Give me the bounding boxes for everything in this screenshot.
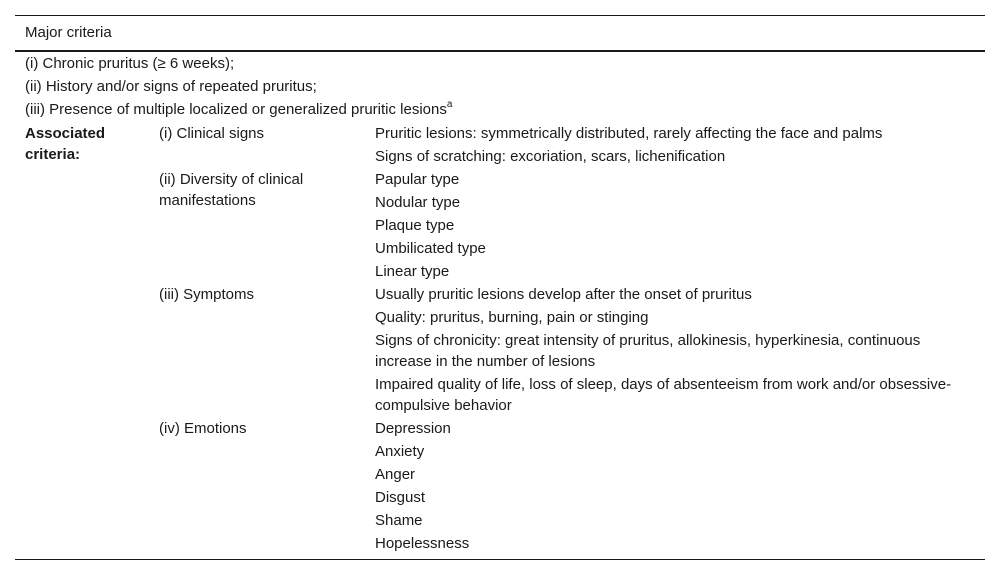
group-items <box>375 167 975 282</box>
criteria-table <box>15 15 985 560</box>
list-item: Plaque type <box>375 217 455 234</box>
list-item: Depression <box>375 420 451 437</box>
list-item: Quality: pruritus, burning, pain or stinging <box>375 309 649 326</box>
list-item: Anxiety <box>375 443 425 460</box>
list-item: Pruritic lesions: symmetrically distributed, rarely affecting the face and palms <box>375 125 883 142</box>
list-item: Umbilicated type <box>375 240 486 257</box>
list-item: Papular type <box>375 171 460 188</box>
major-criterion-text: (ii) History and/or signs of repeated pruritus; <box>25 78 317 95</box>
list-item: Nodular type <box>375 194 461 211</box>
major-criterion <box>25 52 975 75</box>
criteria-group <box>159 121 975 167</box>
associated-criteria-section <box>15 121 985 554</box>
footnote-marker: a <box>446 99 453 110</box>
group-name: (iii) Symptoms <box>159 286 255 303</box>
list-item: Linear type <box>375 263 450 280</box>
major-criterion-text: (i) Chronic pruritus (≥ 6 weeks); <box>25 55 235 72</box>
group-items <box>375 416 975 554</box>
list-item: Shame <box>375 512 423 529</box>
group-name: (iv) Emotions <box>159 420 247 437</box>
list-item: Usually pruritic lesions develop after the onset of pruritus <box>375 286 752 303</box>
criteria-group <box>159 416 975 554</box>
list-item: Hopelessness <box>375 535 470 552</box>
group-name: (ii) Diversity of clinical manifestations <box>159 171 304 209</box>
group-name: (i) Clinical signs <box>159 125 265 142</box>
table-header: Major criteria <box>25 24 112 41</box>
group-items <box>375 282 975 416</box>
criteria-group <box>159 167 975 282</box>
criteria-group <box>159 282 975 416</box>
list-item: Signs of scratching: excoriation, scars, lichenification <box>375 148 726 165</box>
list-item: Signs of chronicity: great intensity of pruritus, allokinesis, hyperkinesia, continuous increase in the number of lesions <box>375 332 921 370</box>
list-item: Anger <box>375 466 416 483</box>
major-criterion <box>25 98 975 121</box>
list-item: Impaired quality of life, loss of sleep, days of absenteeism from work and/or obsessive-compulsive behavior <box>375 376 952 414</box>
major-criterion-text: (iii) Presence of multiple localized or generalized pruritic lesions <box>25 101 447 118</box>
major-criteria-list <box>15 52 985 121</box>
list-item: Disgust <box>375 489 426 506</box>
group-items <box>375 121 975 167</box>
associated-criteria-label: Associated criteria: <box>25 125 106 163</box>
bottom-rule <box>15 559 985 560</box>
major-criterion <box>25 75 975 98</box>
